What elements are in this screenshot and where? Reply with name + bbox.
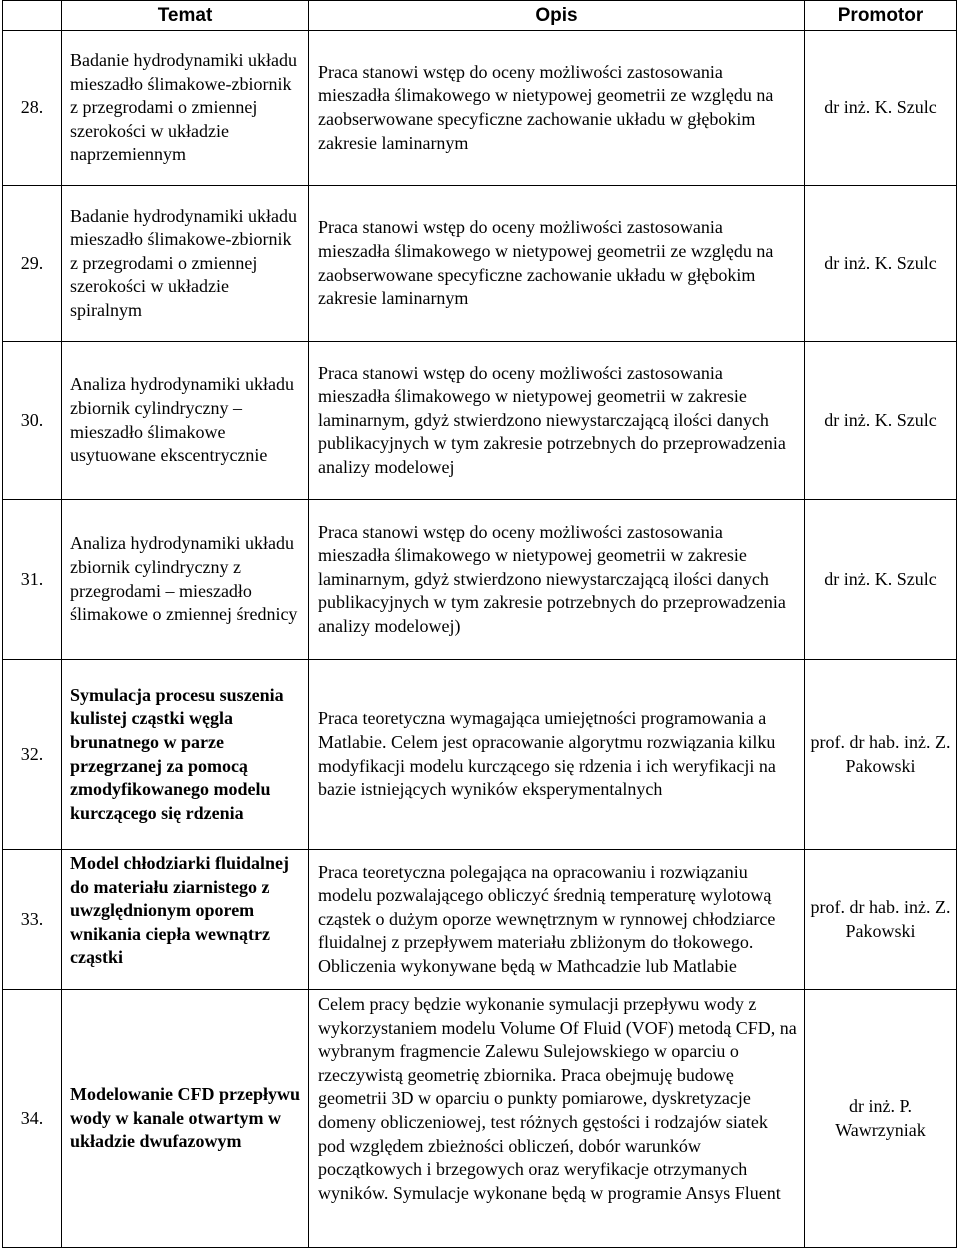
table-row xyxy=(3,990,957,1248)
header-topic: Temat xyxy=(62,1,309,31)
table-row xyxy=(3,186,957,342)
table-row xyxy=(3,31,957,186)
row-description: Praca stanowi wstęp do oceny możliwości zastosowania mieszadła ślimakowego w nietypowej geometrii ze względu na zaobserwowane specyficzne zachowanie układu w głębokim zakresie laminarnym xyxy=(309,186,805,342)
row-topic: Analiza hydrodynamiki układu zbiornik cylindryczny z przegrodami – mieszadło ślimakowe o zmiennej średnicy xyxy=(62,500,309,660)
row-promoter: dr inż. K. Szulc xyxy=(805,31,957,186)
row-description: Praca teoretyczna wymagająca umiejętności programowania a Matlabie. Celem jest opracowanie algorytmu rozwiązania kilku modyfikacji modelu kurczącego się rdzenia i ich weryfikacji na bazie istniejących wyników eksperymentalnych xyxy=(309,660,805,850)
row-number: 31. xyxy=(3,500,62,660)
row-topic: Modelowanie CFD przepływu wody w kanale otwartym w układzie dwufazowym xyxy=(62,990,309,1248)
row-description: Praca stanowi wstęp do oceny możliwości zastosowania mieszadła ślimakowego w nietypowej geometrii w zakresie laminarnym, gdyż stwierdzono niewystarczającą ilości danych publikacyjnych w tym zakresie potrzebnych do przeprowadzenia analizy modelowej) xyxy=(309,500,805,660)
row-description: Praca stanowi wstęp do oceny możliwości zastosowania mieszadła ślimakowego w nietypowej geometrii ze względu na zaobserwowane specyficzne zachowanie układu w głębokim zakresie laminarnym xyxy=(309,31,805,186)
table-row xyxy=(3,500,957,660)
row-topic: Badanie hydrodynamiki układu mieszadło ślimakowe-zbiornik z przegrodami o zmiennej szerokości w układzie naprzemiennym xyxy=(62,31,309,186)
table-row xyxy=(3,850,957,990)
row-description: Celem pracy będzie wykonanie symulacji przepływu wody z wykorzystaniem modelu Volume Of Fluid (VOF) metodą CFD, na wybranym fragmencie Zalewu Sulejowskiego w oparciu o rzeczywistą geometrię zbiornika. Praca obejmuję budowę geometrii 3D w oparciu o punkty pomiarowe, dyskretyzacje domeny obliczeniowej, test różnych gęstości i rodzajów siatek pod względem zbieżności obliczeń, dobór warunków początkowych i brzegowych oraz weryfikacje otrzymanych wyników. Symulacje wykonane będą w programie Ansys Fluent xyxy=(309,990,805,1248)
row-promoter: dr inż. K. Szulc xyxy=(805,342,957,500)
table-row xyxy=(3,342,957,500)
row-topic: Symulacja procesu suszenia kulistej cząstki węgla brunatnego w parze przegrzanej za pomocą zmodyfikowanego modelu kurczącego się rdzenia xyxy=(62,660,309,850)
row-promoter: dr inż. P. Wawrzyniak xyxy=(805,990,957,1248)
thesis-topics-table xyxy=(2,0,957,1248)
header-number xyxy=(3,1,62,31)
row-promoter: dr inż. K. Szulc xyxy=(805,186,957,342)
header-promoter: Promotor xyxy=(805,1,957,31)
row-topic: Badanie hydrodynamiki układu mieszadło ślimakowe-zbiornik z przegrodami o zmiennej szerokości w układzie spiralnym xyxy=(62,186,309,342)
row-number: 34. xyxy=(3,990,62,1248)
row-number: 28. xyxy=(3,31,62,186)
row-number: 30. xyxy=(3,342,62,500)
header-row xyxy=(3,1,957,31)
row-number: 32. xyxy=(3,660,62,850)
row-description: Praca stanowi wstęp do oceny możliwości zastosowania mieszadła ślimakowego w nietypowej geometrii w zakresie laminarnym, gdyż stwierdzono niewystarczającą ilości danych publikacyjnych w tym zakresie potrzebnych do przeprowadzenia analizy modelowej xyxy=(309,342,805,500)
row-topic: Analiza hydrodynamiki układu zbiornik cylindryczny – mieszadło ślimakowe usytuowane ekscentrycznie xyxy=(62,342,309,500)
row-description: Praca teoretyczna polegająca na opracowaniu i rozwiązaniu modelu pozwalającego obliczyć średnią temperaturę wylotową cząstek o dużym oporze wewnętrznym w rynnowej chłodziarce fluidalnej z przepływem materiału zbliżonym do tłokowego. Obliczenia wykonywane będą w Mathcadzie lub Matlabie xyxy=(309,850,805,990)
row-topic: Model chłodziarki fluidalnej do materiału ziarnistego z uwzględnionym oporem wnikania ciepła wewnątrz cząstki xyxy=(62,850,309,990)
row-promoter: prof. dr hab. inż. Z. Pakowski xyxy=(805,850,957,990)
row-number: 29. xyxy=(3,186,62,342)
row-promoter: dr inż. K. Szulc xyxy=(805,500,957,660)
row-promoter: prof. dr hab. inż. Z. Pakowski xyxy=(805,660,957,850)
table-row xyxy=(3,660,957,850)
header-description: Opis xyxy=(309,1,805,31)
row-number: 33. xyxy=(3,850,62,990)
